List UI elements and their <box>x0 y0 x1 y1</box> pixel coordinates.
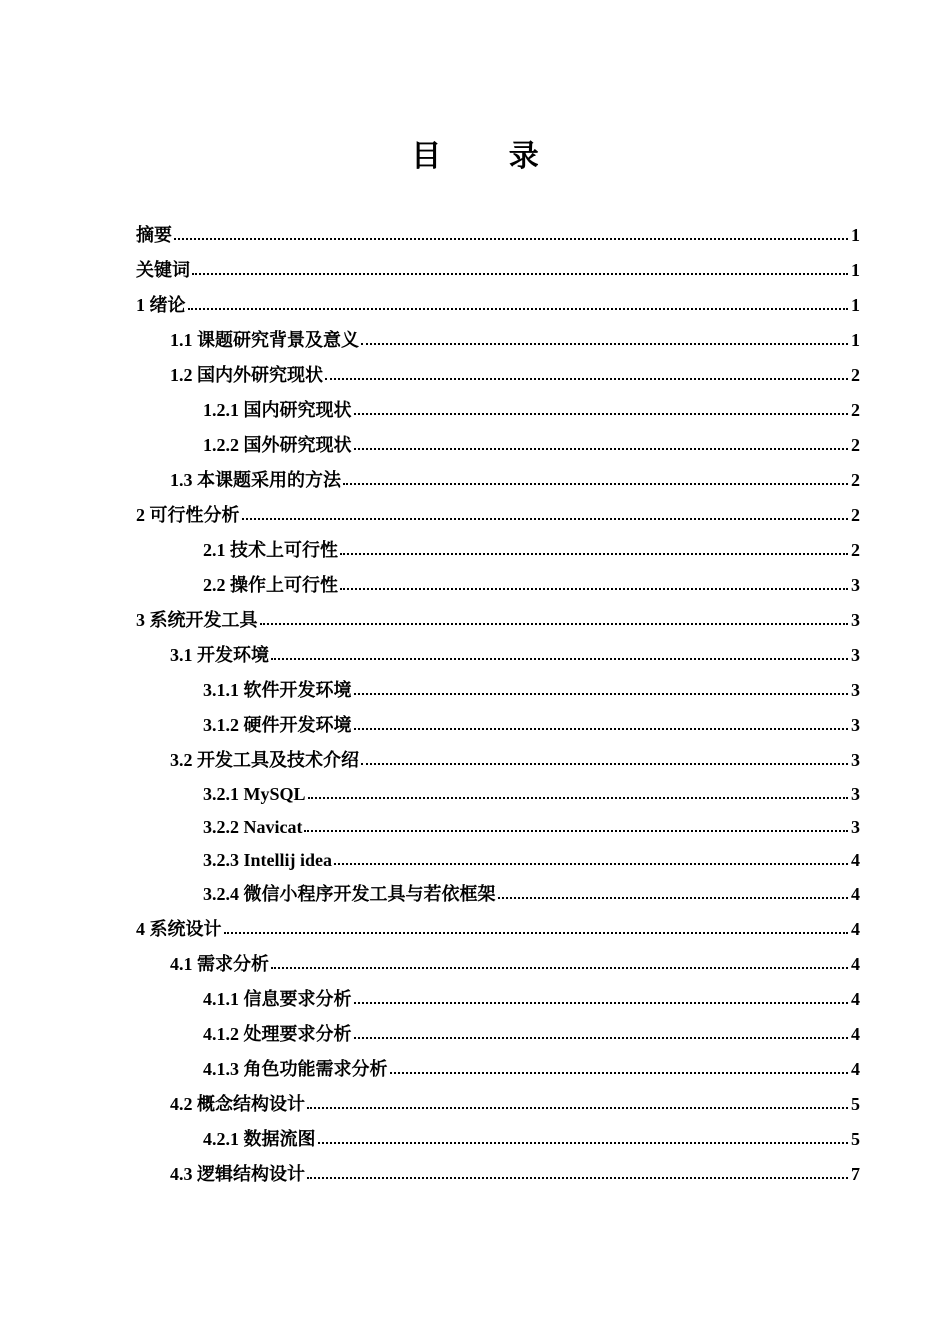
toc-entry-page-number: 5 <box>851 1129 860 1149</box>
toc-entry-title: 1.2.2 国外研究现状 <box>203 435 352 455</box>
toc-entry-title: 4.1.1 信息要求分析 <box>203 989 352 1009</box>
toc-dot-leader <box>361 763 848 765</box>
toc-entry-title: 4.1.2 处理要求分析 <box>203 1024 352 1044</box>
toc-entry-title: 4.2.1 数据流图 <box>203 1129 316 1149</box>
toc-entry[interactable] <box>136 1122 860 1157</box>
toc-entry[interactable] <box>136 844 860 877</box>
toc-entry[interactable] <box>136 218 860 253</box>
toc-entry-page-number: 3 <box>851 645 860 665</box>
toc-entry-page-number: 2 <box>851 505 860 525</box>
toc-dot-leader <box>224 932 849 934</box>
toc-entry[interactable] <box>136 982 860 1017</box>
toc-entry[interactable] <box>136 603 860 638</box>
toc-entry[interactable] <box>136 638 860 673</box>
toc-dot-leader <box>260 623 849 625</box>
toc-dot-leader <box>361 343 848 345</box>
toc-entry[interactable] <box>136 1087 860 1122</box>
toc-dot-leader <box>308 797 848 799</box>
toc-dot-leader <box>343 483 848 485</box>
toc-dot-leader <box>304 830 848 832</box>
toc-entry-title: 4.1 需求分析 <box>170 954 269 974</box>
toc-entry[interactable] <box>136 708 860 743</box>
toc-dot-leader <box>271 658 848 660</box>
toc-entry[interactable] <box>136 811 860 844</box>
toc-dot-leader <box>242 518 849 520</box>
toc-entry-page-number: 5 <box>851 1094 860 1114</box>
toc-entry-title: 4.3 逻辑结构设计 <box>170 1164 305 1184</box>
toc-entry[interactable] <box>136 498 860 533</box>
toc-entry-title: 3.2.1 MySQL <box>203 784 306 804</box>
toc-entry-page-number: 1 <box>851 225 860 245</box>
toc-entry-title: 关键词 <box>136 260 190 280</box>
toc-entry-page-number: 4 <box>851 989 860 1009</box>
toc-entry-page-number: 3 <box>851 680 860 700</box>
toc-dot-leader <box>307 1107 848 1109</box>
toc-entry-title: 1 绪论 <box>136 295 186 315</box>
toc-entry[interactable] <box>136 673 860 708</box>
toc-entry-title: 2.2 操作上可行性 <box>203 575 338 595</box>
toc-entry-page-number: 3 <box>851 575 860 595</box>
toc-entry-title: 3.2.2 Navicat <box>203 817 303 837</box>
toc-entry-page-number: 1 <box>851 330 860 350</box>
toc-entry-page-number: 2 <box>851 470 860 490</box>
table-of-contents <box>136 218 860 1192</box>
toc-dot-leader <box>498 897 849 899</box>
toc-entry[interactable] <box>136 947 860 982</box>
toc-dot-leader <box>354 693 849 695</box>
toc-dot-leader <box>307 1177 848 1179</box>
toc-entry-page-number: 4 <box>851 884 860 904</box>
toc-entry[interactable] <box>136 358 860 393</box>
toc-entry-title: 4 系统设计 <box>136 919 222 939</box>
toc-entry[interactable] <box>136 428 860 463</box>
toc-entry[interactable] <box>136 253 860 288</box>
toc-dot-leader <box>354 1037 849 1039</box>
toc-entry-title: 1.1 课题研究背景及意义 <box>170 330 359 350</box>
toc-dot-leader <box>354 448 849 450</box>
toc-dot-leader <box>354 728 849 730</box>
toc-entry-title: 3.1 开发环境 <box>170 645 269 665</box>
toc-entry-page-number: 4 <box>851 954 860 974</box>
toc-entry-page-number: 7 <box>851 1164 860 1184</box>
toc-entry-title: 1.3 本课题采用的方法 <box>170 470 341 490</box>
toc-entry[interactable] <box>136 743 860 778</box>
toc-dot-leader <box>354 413 849 415</box>
toc-entry-page-number: 3 <box>851 750 860 770</box>
toc-entry-title: 3.1.1 软件开发环境 <box>203 680 352 700</box>
toc-entry-title: 4.1.3 角色功能需求分析 <box>203 1059 388 1079</box>
toc-dot-leader <box>340 553 848 555</box>
toc-entry[interactable] <box>136 463 860 498</box>
toc-entry[interactable] <box>136 1052 860 1087</box>
toc-entry-title: 2.1 技术上可行性 <box>203 540 338 560</box>
toc-dot-leader <box>340 588 848 590</box>
toc-entry-page-number: 2 <box>851 400 860 420</box>
toc-entry-title: 3.2 开发工具及技术介绍 <box>170 750 359 770</box>
toc-dot-leader <box>192 273 848 275</box>
toc-entry-page-number: 4 <box>851 919 860 939</box>
toc-entry-title: 3.2.3 Intellij idea <box>203 850 332 870</box>
toc-entry[interactable] <box>136 323 860 358</box>
toc-entry[interactable] <box>136 877 860 912</box>
toc-entry-page-number: 2 <box>851 540 860 560</box>
toc-entry-page-number: 2 <box>851 435 860 455</box>
toc-entry[interactable] <box>136 533 860 568</box>
toc-entry-title: 3 系统开发工具 <box>136 610 258 630</box>
toc-entry[interactable] <box>136 778 860 811</box>
toc-dot-leader <box>188 308 849 310</box>
toc-entry[interactable] <box>136 1017 860 1052</box>
toc-entry[interactable] <box>136 393 860 428</box>
page-title: 目 录 <box>411 140 569 173</box>
toc-entry[interactable] <box>136 568 860 603</box>
toc-entry-page-number: 2 <box>851 365 860 385</box>
toc-dot-leader <box>325 378 848 380</box>
toc-dot-leader <box>271 967 848 969</box>
toc-entry[interactable] <box>136 912 860 947</box>
toc-dot-leader <box>390 1072 849 1074</box>
toc-dot-leader <box>174 238 848 240</box>
toc-entry-page-number: 3 <box>851 715 860 735</box>
toc-dot-leader <box>334 863 848 865</box>
toc-entry[interactable] <box>136 288 860 323</box>
toc-entry-page-number: 4 <box>851 850 860 870</box>
toc-entry[interactable] <box>136 1157 860 1192</box>
toc-entry-page-number: 3 <box>851 817 860 837</box>
toc-entry-page-number: 4 <box>851 1024 860 1044</box>
toc-entry-title: 1.2.1 国内研究现状 <box>203 400 352 420</box>
toc-entry-page-number: 3 <box>851 784 860 804</box>
toc-entry-title: 3.1.2 硬件开发环境 <box>203 715 352 735</box>
toc-entry-title: 1.2 国内外研究现状 <box>170 365 323 385</box>
toc-entry-page-number: 3 <box>851 610 860 630</box>
toc-entry-page-number: 1 <box>851 295 860 315</box>
toc-entry-title: 摘要 <box>136 225 172 245</box>
toc-entry-title: 4.2 概念结构设计 <box>170 1094 305 1114</box>
toc-entry-title: 2 可行性分析 <box>136 505 240 525</box>
toc-dot-leader <box>354 1002 849 1004</box>
toc-dot-leader <box>318 1142 849 1144</box>
toc-entry-page-number: 1 <box>851 260 860 280</box>
toc-entry-page-number: 4 <box>851 1059 860 1079</box>
toc-entry-title: 3.2.4 微信小程序开发工具与若依框架 <box>203 884 496 904</box>
